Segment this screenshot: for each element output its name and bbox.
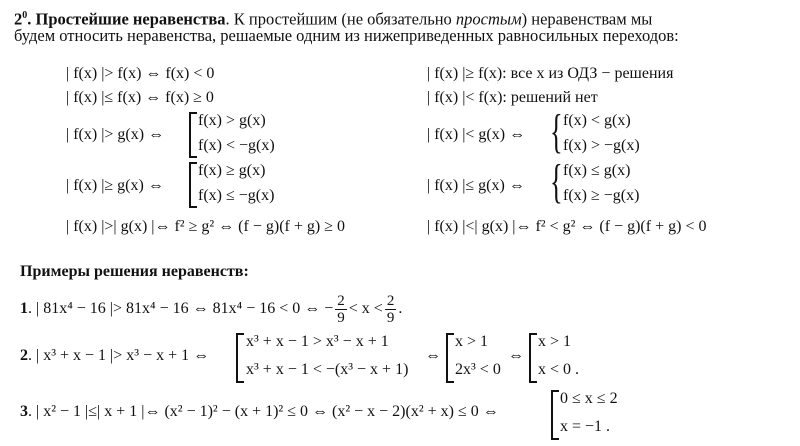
example-2-case-b: x³ + x − 1 < −(x³ − x + 1) — [246, 361, 409, 378]
rule-3-right-case-a: f(x) < g(x) — [563, 112, 631, 129]
system-brace: { — [550, 105, 563, 158]
example-2-case-d: 2x³ < 0 — [455, 361, 501, 378]
union-bracket — [529, 333, 537, 383]
rule-3-right-case-b: f(x) > −g(x) — [563, 137, 640, 154]
rule-4-right-case-a: f(x) ≤ g(x) — [563, 162, 631, 179]
rule-4-left: | f(x) |≥ g(x) ⇔ — [66, 177, 164, 194]
example-1-text: . | 81x⁴ − 16 |> 81x⁴ − 16 ⇔ 81x⁴ − 16 < 0 ⇔ − — [28, 300, 334, 317]
rule-1-right: | f(x) |≥ f(x): все x из ОДЗ − решения — [427, 65, 674, 82]
system-brace: { — [550, 155, 563, 208]
example-2-number: 2 — [20, 347, 28, 364]
rule-5-right: | f(x) |<| g(x) |⇔ f² < g² ⇔ (f − g)(f + g) < 0 — [427, 218, 707, 235]
rule-4-case-a: f(x) ≥ g(x) — [198, 162, 266, 179]
rule-1-left: | f(x) |> f(x) ⇔ f(x) < 0 — [66, 65, 215, 82]
intro-line-2: будем относить неравенства, решаемые одним из нижеприведенных равносильных переходов: — [14, 26, 679, 45]
example-2-case-e: x > 1 — [538, 333, 572, 350]
example-2-arrow-1: ⇔ — [425, 347, 441, 364]
example-3-case-a: 0 ≤ x ≤ 2 — [560, 390, 618, 407]
rule-3-right: | f(x) |< g(x) ⇔ — [427, 126, 526, 143]
example-3-case-b: x = −1 . — [560, 418, 611, 435]
fraction-numerator: 2 — [386, 292, 395, 309]
intro-text-b: простым — [455, 9, 522, 29]
rule-5-left: | f(x) |>| g(x) |⇔ f² ≥ g² ⇔ (f − g)(f + g) ≥ 0 — [66, 218, 345, 235]
example-1-mid: < x < — [348, 300, 383, 317]
union-bracket — [551, 390, 559, 440]
example-2-case-f: x < 0 . — [538, 361, 580, 378]
union-bracket — [189, 112, 197, 158]
example-1 — [20, 290, 402, 328]
fraction — [335, 293, 347, 326]
rule-3-left: | f(x) |> g(x) ⇔ — [66, 126, 165, 143]
rule-4-right-case-b: f(x) ≥ −g(x) — [563, 187, 640, 204]
section-number: 2 — [14, 9, 23, 29]
example-1-end: . — [398, 300, 403, 317]
examples-heading: Примеры решения неравенств: — [20, 263, 249, 280]
example-3-lead — [20, 402, 499, 422]
fraction — [385, 293, 397, 326]
union-bracket — [446, 333, 454, 383]
fraction-denominator: 9 — [337, 309, 345, 326]
rule-3-case-a: f(x) > g(x) — [198, 112, 266, 129]
rule-4-right: | f(x) |≤ g(x) ⇔ — [427, 177, 525, 194]
rule-2-right: | f(x) |< f(x): решений нет — [427, 89, 598, 106]
section-title: . Простейшие неравенства — [27, 9, 226, 29]
example-2-lead — [20, 346, 209, 366]
fraction-numerator: 2 — [337, 292, 345, 309]
intro-text-a: . К простейшим (не обязательно — [225, 9, 456, 29]
example-3-text: . | x² − 1 |≤| x + 1 |⇔ (x² − 1)² − (x + 1)² ≤ 0 ⇔ (x² − x − 2)(x² + x) ≤ 0 ⇔ — [28, 403, 499, 420]
rule-2-left: | f(x) |≤ f(x) ⇔ f(x) ≥ 0 — [66, 89, 214, 106]
fraction-denominator: 9 — [386, 309, 395, 326]
section-superscript: 0 — [22, 10, 28, 21]
union-bracket — [189, 162, 197, 208]
intro-text-c: ) неравенствам мы — [521, 9, 653, 29]
example-2-case-c: x > 1 — [455, 333, 489, 350]
example-1-number: 1 — [20, 300, 28, 317]
example-2-arrow-2: ⇔ — [508, 347, 524, 364]
rule-3-case-b: f(x) < −g(x) — [198, 137, 275, 154]
example-3-number: 3 — [20, 403, 28, 420]
example-2-text: . | x³ + x − 1 |> x³ − x + 1 ⇔ — [28, 347, 210, 364]
rule-4-case-b: f(x) ≤ −g(x) — [198, 187, 275, 204]
example-2-case-a: x³ + x − 1 > x³ − x + 1 — [246, 333, 389, 350]
union-bracket — [236, 333, 244, 383]
